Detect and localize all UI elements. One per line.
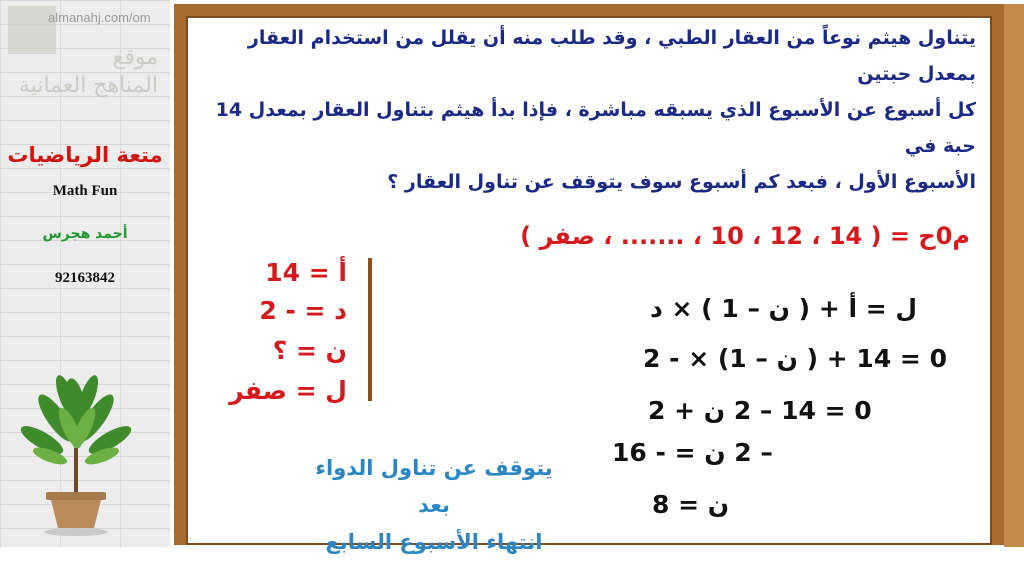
conclusion-text (300, 450, 568, 561)
given-l: ل = صفر (229, 376, 347, 405)
divider-line (368, 258, 372, 401)
logo-text-line2: المناهج العمانية (18, 73, 158, 98)
sidebar-author: أحمد هجرس (42, 226, 128, 242)
problem-line-3: الأسبوع الأول ، فبعد كم أسبوع سوف يتوقف عن تناول العقار ؟ (387, 171, 976, 193)
site-logo (8, 6, 158, 98)
board-right-edge (1004, 4, 1024, 547)
step-substitution: 0 = 14 + ( ن – 1) × - 2 (643, 344, 947, 373)
problem-line-1: يتناول هيثم نوعاً من العقار الطبي ، وقد طلب منه أن يقلل من استخدام العقار بمعدل حبتين (247, 27, 976, 85)
conclusion-line-2: انتهاء الأسبوع السابع (325, 530, 543, 554)
step-result: ن = 8 (652, 490, 730, 519)
given-d: د = - 2 (259, 296, 347, 325)
step-expand: 0 = 14 – 2 ن + 2 (648, 396, 872, 425)
logo-text (19, 44, 158, 100)
left-panel (0, 0, 170, 547)
sequence-expression: م0ح = ( 14 ، 12 ، 10 ، ....... ، صفر ) (520, 222, 970, 250)
conclusion-line-1: يتوقف عن تناول الدواء بعد (315, 456, 553, 517)
problem-line-2: كل أسبوع عن الأسبوع الذي يسبقه مباشرة ، فإذا بدأ هيثم بتناول العقار بمعدل 14 حبة في (215, 99, 976, 157)
given-a: أ = 14 (265, 258, 347, 287)
potted-plant-image (20, 368, 132, 538)
given-n: ن = ؟ (272, 336, 347, 365)
sidebar-english-title: Math Fun (52, 183, 118, 199)
problem-statement (196, 20, 976, 200)
step-formula: ل = أ + ( ن – 1 ) × د (650, 294, 918, 323)
step-rearrange: – 2 ن = - 16 (612, 438, 773, 467)
sidebar-title: متعة الرياضيات (7, 143, 163, 167)
sidebar-phone: 92163842 (55, 270, 115, 286)
site-url: almanahj.com/om (48, 10, 151, 25)
logo-text-line1: موقع (112, 45, 158, 70)
